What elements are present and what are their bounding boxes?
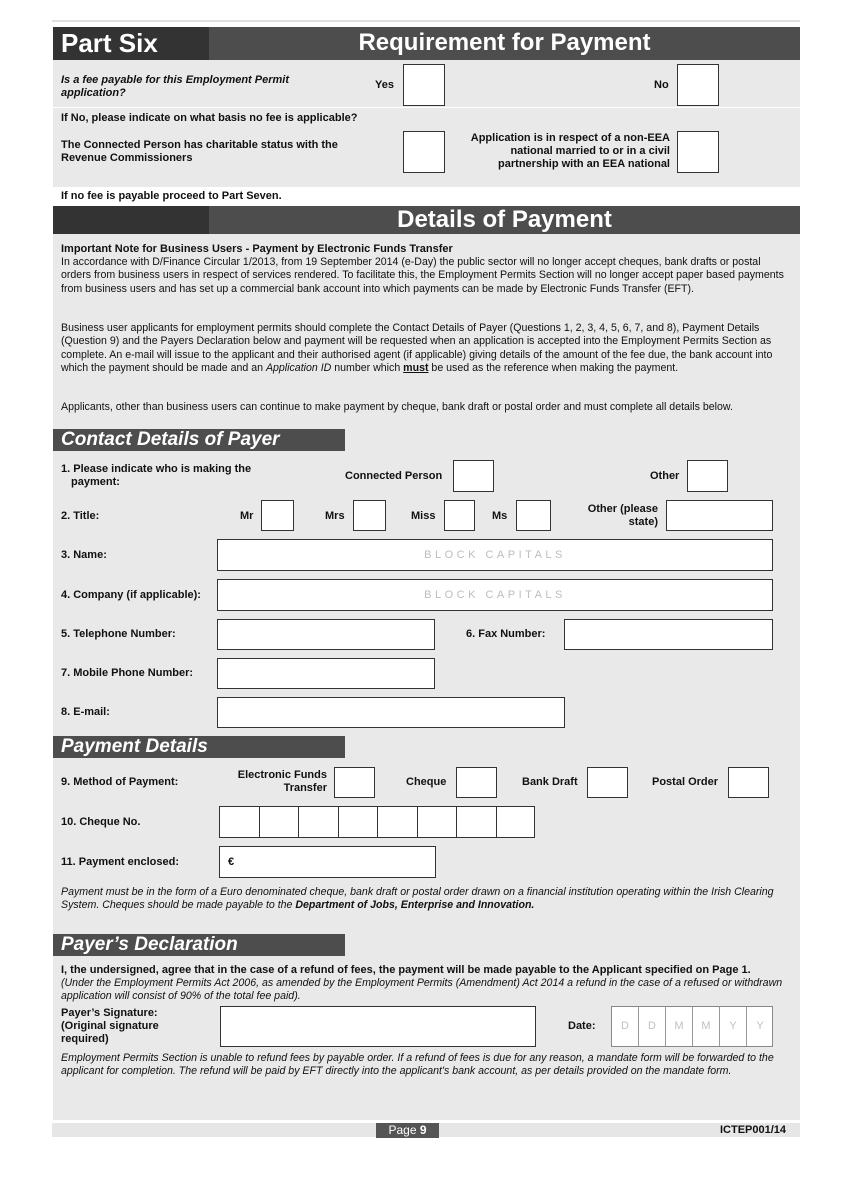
declaration-section-title: Payer’s Declaration: [53, 934, 345, 956]
postal-order-checkbox[interactable]: [728, 767, 769, 798]
eft-label: Electronic Funds Transfer: [237, 769, 327, 794]
date-field[interactable]: [611, 1006, 773, 1047]
basis-question: If No, please indicate on what basis no fee is applicable?: [61, 112, 358, 124]
date-cell-month[interactable]: M: [693, 1007, 720, 1046]
details-title: Details of Payment: [397, 206, 612, 233]
details-header: [53, 206, 800, 234]
fee-yes-label: Yes: [375, 79, 394, 91]
bank-draft-label: Bank Draft: [522, 776, 578, 788]
charitable-label: The Connected Person has charitable status with the Revenue Commissioners: [61, 139, 338, 164]
page-label: Page: [388, 1123, 417, 1137]
title-other-input[interactable]: [666, 500, 773, 531]
fax-input[interactable]: [564, 619, 773, 650]
para2-text-c: be used as the reference when making the payment.: [428, 361, 679, 374]
name-input[interactable]: BLOCK CAPITALS: [217, 539, 773, 571]
cheque-label: Cheque: [406, 776, 447, 788]
title-mrs-label: Mrs: [325, 510, 345, 522]
part-six-header: [53, 27, 800, 60]
part-six-tag: Part Six: [53, 27, 209, 60]
other-payer-label: Other: [650, 470, 680, 482]
title-miss-checkbox[interactable]: [444, 500, 475, 531]
date-cell-day[interactable]: D: [612, 1007, 639, 1046]
refund-note: Employment Permits Section is unable to refund fees by payable order. If a refund of fees is due for any reason, a mandate form will be forwarded to the applicant for completion. The refund will be paid by EFT directly into the applicant's bank account, as per details provided on the mandate form.: [61, 1052, 774, 1078]
eft-paragraph-2: [61, 322, 791, 375]
mobile-input[interactable]: [217, 658, 435, 689]
cheque-digit-cell[interactable]: [457, 807, 497, 837]
cheque-digit-cell[interactable]: [378, 807, 418, 837]
eft-note-heading: Important Note for Business Users - Payment by Electronic Funds Transfer: [61, 243, 453, 255]
page-number-badge: [376, 1123, 439, 1138]
email-input[interactable]: [217, 697, 565, 728]
fee-no-checkbox[interactable]: [677, 64, 719, 106]
top-rule: [52, 20, 800, 22]
cheque-digit-cell[interactable]: [220, 807, 260, 837]
q10-label: 10. Cheque No.: [61, 816, 141, 828]
non-eea-checkbox[interactable]: [677, 131, 719, 173]
q9-label: 9. Method of Payment:: [61, 776, 179, 788]
title-mr-label: Mr: [240, 510, 254, 522]
application-id-term: Application ID: [265, 361, 332, 374]
date-cell-year[interactable]: Y: [756, 1020, 764, 1032]
eft-paragraph-1: In accordance with D/Finance Circular 1/2013, from 19 September 2014 (e-Day) the public sector will no longer accept cheques, bank drafts or postal orders from business users in respect of services rendered. To facilitate this, the Employment Permits Section will no longer accept paper based payments from business users and has set up a commercial bank account into which payments can be made by Electronic Funds Transfer (EFT).: [61, 256, 784, 295]
payment-amount-input[interactable]: [219, 846, 436, 878]
para2-text-a: Business user applicants for employment permits should complete the Contact Details of Payer (Questions 1, 2, 3, 4, 5, 6, 7, and 8), Payment Details (Question 9) and the Payers Declaration below and payment will be requested when an application is accepted into the Employment Permits Section as complete. An e-mail will issue to the applicant and their authorised agent (if applicable) giving details of the amount of the fee due, the bank account into which the payment should be made and an: [61, 322, 773, 374]
part-six-title: Requirement for Payment: [358, 29, 651, 56]
page-number: 9: [419, 1123, 427, 1137]
eft-paragraph-3: Applicants, other than business users can continue to make payment by cheque, bank draft or postal order and must complete all details below.: [61, 401, 733, 413]
postal-order-label: Postal Order: [652, 776, 719, 788]
date-cell-year[interactable]: Y: [720, 1007, 747, 1046]
details-header-tag: [53, 206, 209, 234]
cheque-number-input[interactable]: [219, 806, 535, 838]
title-ms-checkbox[interactable]: [516, 500, 551, 531]
connected-person-label: Connected Person: [345, 470, 443, 482]
form-code: ICTEP001/14: [720, 1124, 787, 1136]
q3-label: 3. Name:: [61, 549, 107, 561]
para2-text-b: number which: [331, 361, 404, 374]
payee-department: Department of Jobs, Enterprise and Innovation.: [295, 899, 535, 912]
fee-yes-checkbox[interactable]: [403, 64, 445, 106]
charitable-checkbox[interactable]: [403, 131, 445, 173]
declaration-statement: I, the undersigned, agree that in the case of a refund of fees, the payment will be made payable to the Applicant specified on Page 1.: [61, 964, 751, 976]
divider: [53, 107, 800, 108]
eft-checkbox[interactable]: [334, 767, 375, 798]
signature-label: Payer’s Signature: (Original signature required): [61, 1007, 159, 1045]
payment-section-title: Payment Details: [53, 736, 345, 758]
fee-no-label: No: [654, 79, 669, 91]
q6-label: 6. Fax Number:: [466, 628, 546, 640]
q2-label: 2. Title:: [61, 510, 100, 522]
must-emphasis: must: [403, 361, 429, 374]
title-mr-checkbox[interactable]: [261, 500, 294, 531]
title-miss-label: Miss: [411, 510, 436, 522]
cheque-digit-cell[interactable]: [418, 807, 458, 837]
q4-label: 4. Company (if applicable):: [61, 589, 201, 601]
payment-note: [61, 886, 791, 913]
non-eea-label: Application is in respect of a non-EEA national married to or in a civil partnership with an EEA national: [470, 132, 670, 170]
title-other-label: Other (please state): [587, 503, 658, 528]
company-input[interactable]: BLOCK CAPITALS: [217, 579, 773, 611]
cheque-digit-cell[interactable]: [339, 807, 379, 837]
bank-draft-checkbox[interactable]: [587, 767, 628, 798]
fee-question: Is a fee payable for this Employment Permit application?: [61, 74, 290, 99]
q8-label: 8. E-mail:: [61, 706, 110, 718]
title-ms-label: Ms: [492, 510, 508, 522]
proceed-note: If no fee is payable proceed to Part Seven.: [61, 190, 282, 202]
date-cell-month[interactable]: M: [666, 1007, 693, 1046]
cheque-digit-cell[interactable]: [260, 807, 300, 837]
q11-label: 11. Payment enclosed:: [61, 856, 179, 868]
date-label: Date:: [568, 1020, 596, 1032]
q7-label: 7. Mobile Phone Number:: [61, 667, 194, 679]
telephone-input[interactable]: [217, 619, 435, 650]
other-payer-checkbox[interactable]: [687, 460, 728, 492]
euro-symbol: €: [228, 856, 235, 868]
cheque-digit-cell[interactable]: [299, 807, 339, 837]
contact-section-title: Contact Details of Payer: [53, 429, 345, 451]
cheque-checkbox[interactable]: [456, 767, 497, 798]
payment-note-text: Payment must be in the form of a Euro denominated cheque, bank draft or postal order drawn on a financial institution operating within the Irish Clearing System. Cheques should be made payable to the: [61, 886, 774, 912]
q5-label: 5. Telephone Number:: [61, 628, 176, 640]
declaration-sub-statement: (Under the Employment Permits Act 2006, as amended by the Employment Permits (Amendment) Act 2014 a refund in the case of a refused or withdrawn application will consist of 90% of the total fee paid).: [61, 977, 783, 1003]
title-mrs-checkbox[interactable]: [353, 500, 386, 531]
connected-person-checkbox[interactable]: [453, 460, 494, 492]
date-cell-day[interactable]: D: [639, 1007, 666, 1046]
q1-label: 1. Please indicate who is making the payment:: [61, 463, 252, 488]
signature-field[interactable]: [220, 1006, 536, 1047]
